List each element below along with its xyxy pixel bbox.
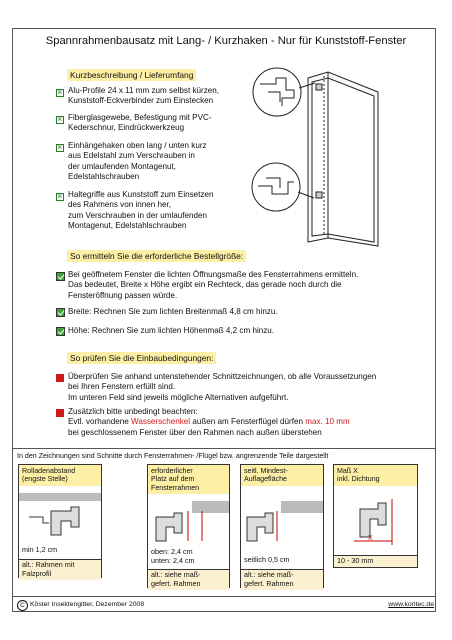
checkmark-icon <box>56 308 65 317</box>
section-drawing <box>241 501 323 545</box>
scope-item-3: Einhängehaken oben lang / unten kurz aus Edelstahl zum Verschrauben in der umlaufenden Montagenut, Edelstahlschrauben <box>68 141 207 182</box>
size-item-width: Breite: Rechnen Sie zum lichten Breitenmaß 4,8 cm hinzu. <box>68 307 278 316</box>
scope-heading: Kurzbeschreibung / Lieferumfang <box>67 69 196 81</box>
window-frame-illustration <box>250 64 400 254</box>
checkbox-icon <box>56 193 64 201</box>
cell-value: min 1,2 cm <box>22 545 58 554</box>
drawings-intro: In den Zeichnungen sind Schnitte durch Fensterrahmen- /Flügel bzw. angrenzende Teile dargestellt <box>17 452 329 460</box>
size-item-height: Höhe: Rechnen Sie zum lichten Höhenmaß 4,2 cm hinzu. <box>68 326 275 335</box>
footer-company: Köster Insektengitter, Dezember 2008 <box>30 601 145 608</box>
page-title: Spannrahmenbausatz mit Lang- / Kurzhaken - Nur für Kunststoff-Fenster <box>45 35 407 47</box>
drawing-cell-side-support: seitl. Mindest- Auflagefläche seitlich 0,5 cm alt.: siehe maß- gefert. Rahmen <box>240 464 324 588</box>
footer-divider <box>12 596 436 597</box>
check-item-1: Überprüfen Sie anhand untenstehender Schnittzeichnungen, ob alle Voraussetzungen bei Ihren Fenstern erfüllt sind. Im unteren Feld sind jeweils mögliche Alternativen aufgeführt. <box>68 372 377 402</box>
footer-website-link[interactable]: www.koritec.de <box>388 601 434 608</box>
checkbox-icon <box>56 89 64 97</box>
scope-item-1: Alu-Profile 24 x 11 mm zum selbst kürzen, Kunststoff-Eckverbinder zum Einstecken <box>68 86 219 106</box>
check-item-2: Zusätzlich bitte unbedingt beachten: Evtl. vorhandene Wasserschenkel außen am Fensterflügel dürfen max. 10 mm bei geschlossenem Fenster über den Rahmen nach außen überstehen <box>68 407 350 437</box>
copyright-icon: C <box>17 600 28 611</box>
check-heading: So prüfen Sie die Einbaubedingungen: <box>67 352 216 364</box>
scope-item-4: Haltegriffe aus Kunststoff zum Einsetzen des Rahmens von innen her, zum Verschrauben in der umlaufenden Montagenut, Edelstahlschrauben <box>68 190 214 231</box>
drawing-cell-frame-space: erforderlicher Platz auf dem Fensterrahmen oben: 2,4 cm unten: 2,4 cm alt.: siehe maß- gefert. Rahmen <box>147 464 230 588</box>
scope-item-2: Fiberglasgewebe, Befestigung mit PVC- Kederschnur, Eindrückwerkzeug <box>68 113 212 133</box>
checkmark-icon <box>56 327 65 336</box>
size-heading: So ermitteln Sie die erforderliche Bestellgröße: <box>67 250 246 262</box>
section-drawing <box>19 493 101 543</box>
drawing-cell-shutter: Rolladenabstand (engste Stelle) min 1,2 cm alt.: Rahmen mit Falzprofil <box>18 464 102 578</box>
red-square-icon <box>56 409 64 417</box>
measure-x-label: X <box>368 535 373 542</box>
checkbox-icon <box>56 144 64 152</box>
red-square-icon <box>56 374 64 382</box>
checkbox-icon <box>56 116 64 124</box>
drawing-cell-measure-x: Maß X inkl. Dichtung X 10 - 30 mm <box>333 464 418 568</box>
section-divider <box>12 448 436 449</box>
checkmark-icon <box>56 272 65 281</box>
section-drawing <box>148 501 229 545</box>
size-item-1: Bei geöffnetem Fenster die lichten Öffnungsmaße des Fensterrahmens ermitteln. Das bedeutet, Breite x Höhe ergibt ein Rechteck, das gerade noch durch die Fensteröffnung passen würde. <box>68 270 359 300</box>
section-drawing <box>334 491 417 547</box>
